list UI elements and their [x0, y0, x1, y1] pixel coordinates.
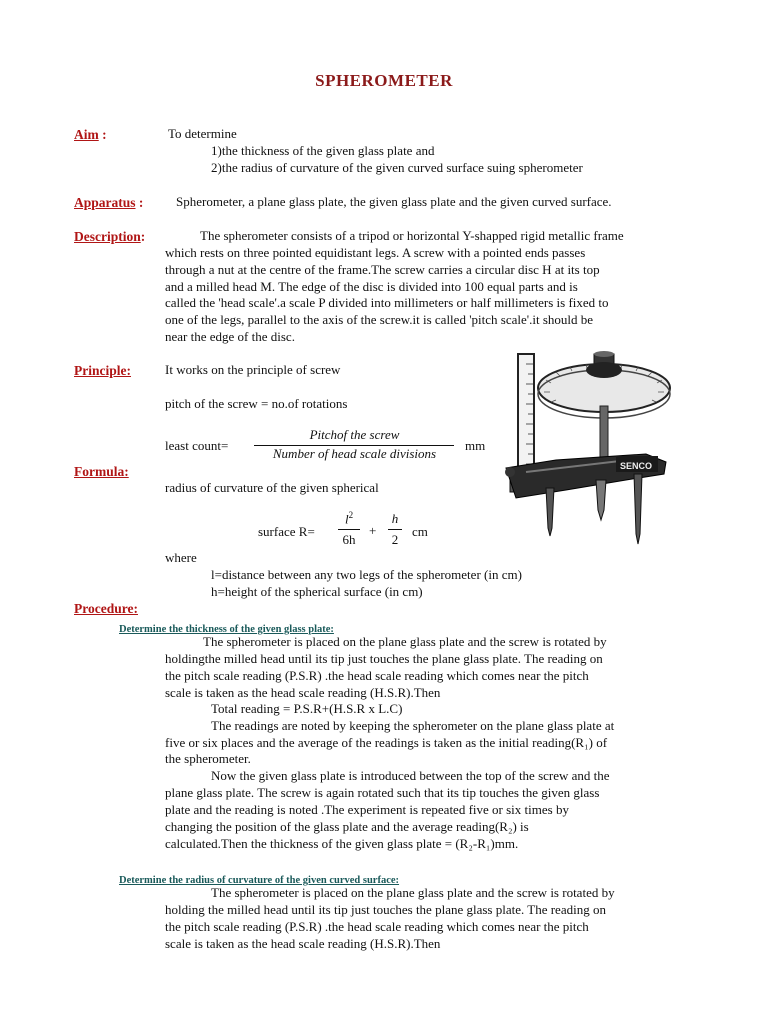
description-line-6: one of the legs, parallel to the axis of the screw.it is called 'pitch scale'.it should be [165, 312, 594, 327]
description-line-3: through a nut at the centre of the frame.The screw carries a circular disc H at its top [165, 262, 600, 277]
formula-line-1: radius of curvature of the given spherical [165, 480, 379, 495]
formula-term1-denominator: 6h [342, 532, 356, 547]
aim-item-2: 2)the radius of curvature of the given curved surface suing spherometer [211, 160, 583, 175]
formula-term1-bar [338, 529, 360, 530]
description-line-5: called the 'head scale'.a scale P divided into millimeters or half millimeters is fixed to [165, 295, 609, 310]
pitch-definition: pitch of the screw = no.of rotations [165, 396, 348, 411]
description-line-2: which rests on three pointed equidistant legs. A screw with a pointed ends passes [165, 245, 586, 260]
principle-text: It works on the principle of screw [165, 362, 341, 377]
procedure-p1-line-3: the pitch scale reading (P.S.R) .the head scale reading which comes near the pitch [165, 668, 589, 683]
procedure-p4-line-4: scale is taken as the head scale reading (H.S.R).Then [165, 936, 441, 951]
procedure-heading [74, 600, 138, 617]
procedure-p3-line-5: calculated.Then the thickness of the given glass plate = (R₂-R₁)mm. [165, 836, 519, 851]
description-label: Description [74, 229, 141, 244]
apparatus-label: Apparatus [74, 195, 136, 210]
procedure-total-reading: Total reading = P.S.R+(H.S.R x L.C) [211, 701, 403, 716]
principle-heading [74, 362, 131, 379]
procedure-p1-line-2: holdingthe milled head until its tip just touches the plane glass plate. The reading on [165, 651, 603, 666]
principle-label: Principle: [74, 363, 131, 378]
brand-label: SENCO [620, 461, 653, 471]
formula-l: l [344, 511, 349, 527]
formula-def-l: l=distance between any two legs of the spherometer (in cm) [211, 567, 522, 582]
procedure-p4-line-2: holding the milled head until its tip just touches the plane glass plate. The reading on [165, 902, 606, 917]
apparatus-colon: : [135, 195, 144, 210]
procedure-label: Procedure: [74, 601, 138, 616]
description-line-1: The spherometer consists of a tripod or horizontal Y-shapped rigid metallic frame [200, 228, 624, 243]
procedure-p4-line-3: the pitch scale reading (P.S.R) .the head scale reading which comes near the pitch [165, 919, 589, 934]
procedure-p3-line-1: Now the given glass plate is introduced between the top of the screw and the [211, 768, 610, 783]
formula-def-h: h=height of the spherical surface (in cm) [211, 584, 423, 599]
aim-label: Aim [74, 127, 99, 142]
procedure-p1-line-1: The spherometer is placed on the plane glass plate and the screw is rotated by [203, 634, 607, 649]
formula-where: where [165, 550, 197, 565]
formula-label: Formula: [74, 464, 129, 479]
procedure-p3-line-4: changing the position of the glass plate and the average reading(R₂) is [165, 819, 529, 834]
least-count-denominator: Number of head scale divisions [272, 446, 437, 461]
procedure-p2-line-1: The readings are noted by keeping the spherometer on the plane glass plate at [211, 718, 615, 733]
procedure-sub1-text: Determine the thickness of the given glass plate: [119, 624, 334, 635]
formula-term2-denominator: 2 [391, 532, 399, 547]
procedure-p2-line-2: five or six places and the average of the readings is taken as the initial reading(R₁) of [165, 735, 608, 750]
apparatus-text: Spherometer, a plane glass plate, the given glass plate and the given curved surface. [176, 194, 612, 209]
formula-term2-bar [388, 529, 402, 530]
aim-intro: To determine [168, 126, 237, 141]
description-line-4: and a milled head M. The edge of the disc is divided into 100 equal parts and is [165, 279, 578, 294]
description-heading [74, 228, 145, 245]
formula-surface-label: surface R= [258, 524, 315, 539]
procedure-p1-line-4: scale is taken as the head scale reading (H.S.R).Then [165, 685, 441, 700]
description-colon: : [140, 229, 146, 244]
least-count-numerator: Pitchof the screw [309, 427, 400, 442]
procedure-p2-line-3: the spherometer. [165, 751, 251, 766]
formula-l-exponent: 2 [348, 510, 354, 520]
apparatus-heading [74, 194, 143, 211]
milled-head [586, 351, 622, 378]
procedure-sub2-text: Determine the radius of curvature of the given curved surface: [119, 875, 400, 886]
procedure-p3-line-2: plane glass plate. The screw is again rotated such that its tip touches the given glass [165, 785, 600, 800]
aim-heading [74, 126, 107, 143]
aim-item-1: 1)the thickness of the given glass plate and [211, 143, 435, 158]
least-count-label: least count= [165, 438, 229, 453]
formula-term1-numerator [337, 510, 361, 527]
procedure-p3-line-3: plate and the reading is noted .The experiment is repeated five or six times by [165, 802, 569, 817]
formula-term2-numerator: h [391, 511, 399, 526]
spherometer-illustration [496, 350, 674, 550]
aim-colon: : [98, 127, 107, 142]
formula-unit: cm [412, 524, 428, 539]
procedure-p4-line-1: The spherometer is placed on the plane glass plate and the screw is rotated by [211, 885, 615, 900]
formula-plus: + [369, 523, 377, 538]
formula-heading [74, 463, 129, 480]
page-title: SPHEROMETER [315, 71, 453, 90]
description-line-7: near the edge of the disc. [165, 329, 295, 344]
least-count-unit: mm [465, 438, 486, 453]
